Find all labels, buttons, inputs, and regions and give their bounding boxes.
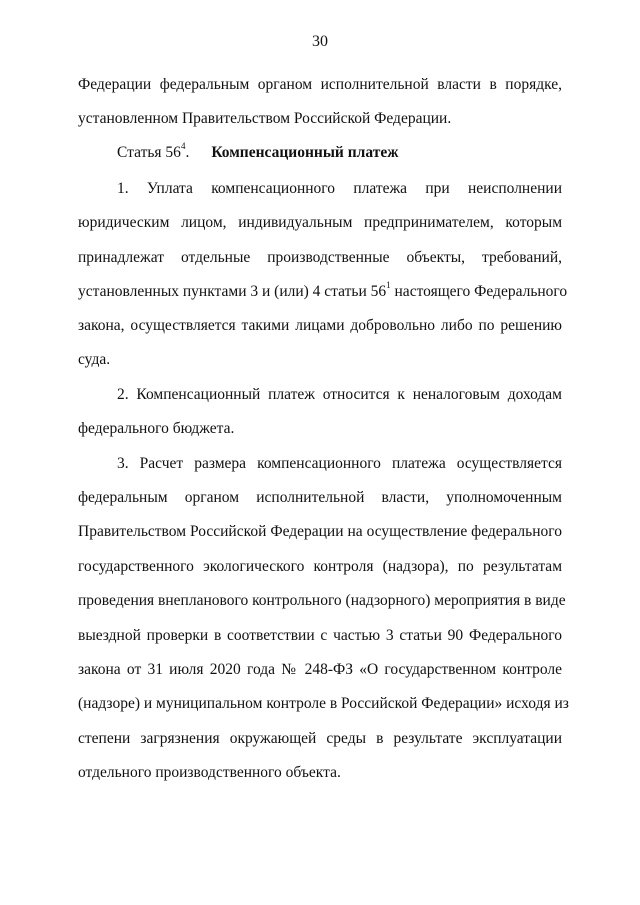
text-line: 2. Компенсационный платеж относится к неналоговым доходам	[117, 386, 562, 403]
text-line: отдельного производственного объекта.	[78, 764, 341, 781]
text-line: федеральным органом исполнительной власти, уполномоченным	[78, 489, 562, 506]
article-label-suffix: .	[185, 144, 190, 161]
text-line: Правительством Российской Федерации на осуществление федерального	[78, 523, 562, 540]
text-line: установленном Правительством Российской Федерации.	[78, 110, 452, 127]
text-line: выездной проверки в соответствии с частью 3 статьи 90 Федерального	[78, 627, 562, 644]
article-title: Компенсационный платеж	[211, 144, 399, 161]
text-line: закона от 31 июля 2020 года № 248-ФЗ «О государственном контроле	[78, 661, 562, 678]
text-segment: настоящего Федерального	[390, 283, 568, 300]
text-line: (надзоре) и муниципальном контроле в Российской Федерации» исходя из	[78, 695, 569, 712]
text-line: федерального бюджета.	[78, 420, 235, 437]
text-line: степени загрязнения окружающей среды в результате эксплуатации	[78, 730, 562, 747]
text-line: проведения внепланового контрольного (надзорного) мероприятия в виде	[78, 592, 566, 609]
text-line: 1. Уплата компенсационного платежа при неисполнении	[117, 180, 562, 197]
text-line: государственного экологического контроля (надзора), по результатам	[78, 558, 562, 575]
text-line: закона, осуществляется такими лицами добровольно либо по решению	[78, 317, 562, 334]
article-label: Статья 56	[117, 144, 181, 161]
superscript: 1	[386, 279, 391, 290]
text-line: принадлежат отдельные производственные объекты, требований,	[78, 249, 562, 266]
text-line: Федерации федеральным органом исполнительной власти в порядке,	[78, 76, 562, 93]
text-line: суда.	[78, 351, 111, 368]
text-line: 3. Расчет размера компенсационного платежа осуществляется	[117, 455, 562, 472]
text-segment: установленных пунктами 3 и (или) 4 статьи 56	[78, 283, 387, 300]
article-label-superscript: 4	[180, 140, 186, 151]
text-line	[78, 279, 568, 302]
page-number: 30	[312, 33, 328, 50]
article-heading	[117, 140, 601, 163]
text-line: юридическим лицом, индивидуальным предпринимателем, которым	[78, 214, 562, 231]
